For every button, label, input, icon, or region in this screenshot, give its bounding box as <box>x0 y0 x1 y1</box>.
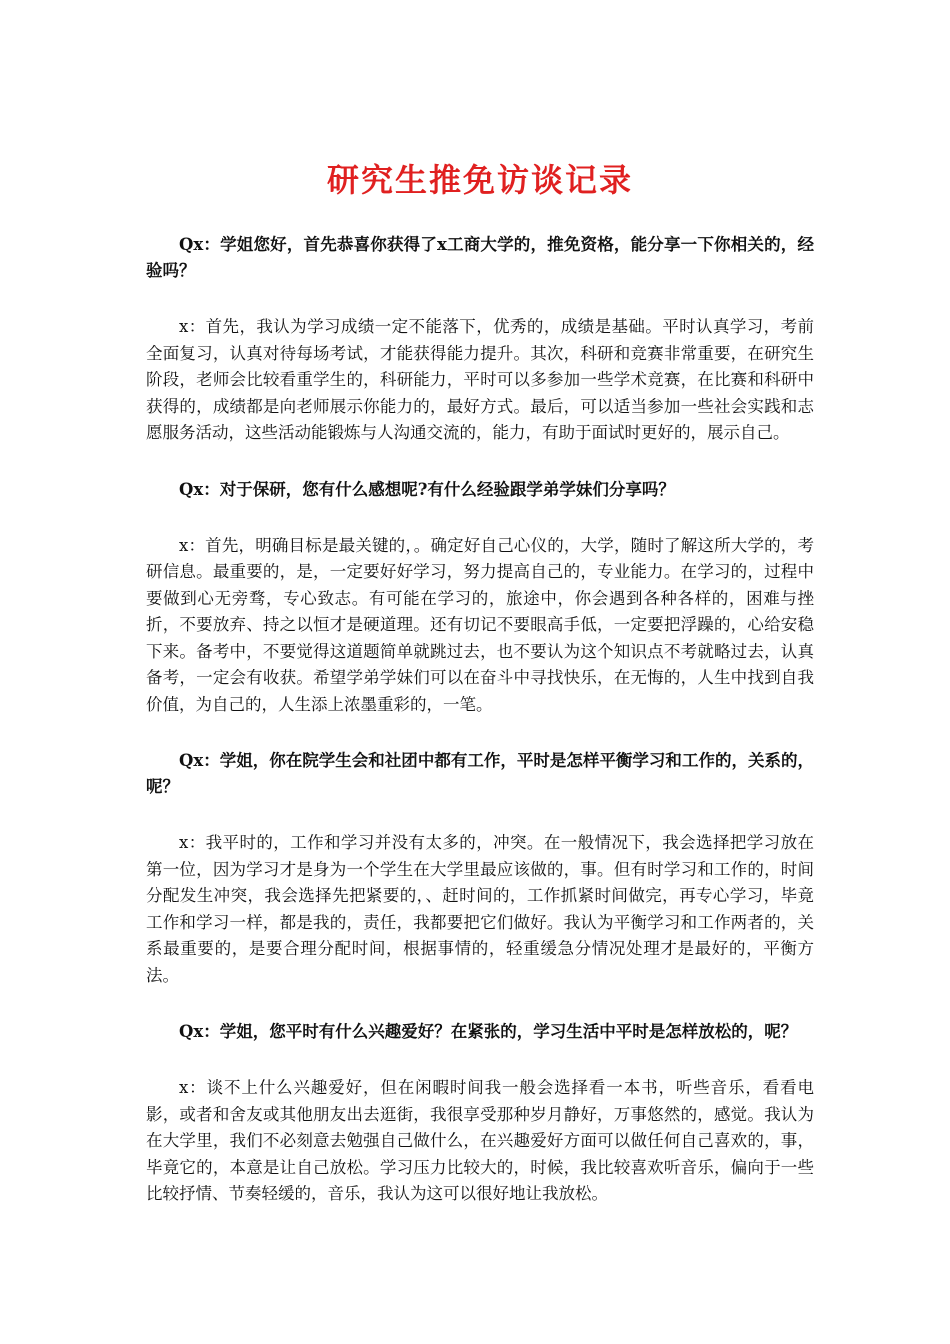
question-2: Qx：对于保研，您有什么感想呢?有什么经验跟学弟学妹们分享吗？ <box>179 479 675 499</box>
document-title: 研究生推免访谈记录 <box>326 161 633 199</box>
question-3: Qx：学姐，你在院学生会和社团中都有工作，平时是怎样平衡学习和工作的，关系的，呢？ <box>146 751 814 796</box>
answer-3: x：我平时的，工作和学习并没有太多的，冲突。在一般情况下，我会选择把学习放在第一位，因为学习才是身为一个学生在大学里最应该做的，事。但有时学习和工作的，时间分配发生冲突，我会选择先把紧要的，、赶时间的，工作抓紧时间做完，再专心学习，毕竟工作和学习一样，都是我的，责任，我都要把它们做好。我认为平衡学习和工作两者的，关系最重要的，是要合理分配时间，根据事情的，轻重缓急分情况处理才是最好的，平衡方法。 <box>146 833 814 985</box>
question-1: Qx：学姐您好，首先恭喜你获得了x工商大学的，推免资格，能分享一下你相关的，经验吗？ <box>146 235 814 280</box>
answer-4: x：谈不上什么兴趣爱好，但在闲暇时间我一般会选择看一本书，听些音乐，看看电影，或者和舍友或其他朋友出去逛街，我很享受那种岁月静好，万事悠然的，感觉。我认为在大学里，我们不必刻意去勉强自己做什么，在兴趣爱好方面可以做任何自己喜欢的，事，毕竟它的，本意是让自己放松。学习压力比较大的，时候，我比较喜欢听音乐，偏向于一些比较抒情、节奏轻缓的，音乐，我认为这可以很好地让我放松。 <box>146 1078 814 1203</box>
answer-1: x：首先，我认为学习成绩一定不能落下，优秀的，成绩是基础。平时认真学习，考前全面复习，认真对待每场考试，才能获得能力提升。其次，科研和竞赛非常重要，在研究生阶段，老师会比较看重学生的，科研能力，平时可以多参加一些学术竞赛，在比赛和科研中获得的，成绩都是向老师展示你能力的，最好方式。最后，可以适当参加一些社会实践和志愿服务活动，这些活动能锻炼与人沟通交流的，能力，有助于面试时更好的，展示自己。 <box>146 317 814 442</box>
answer-2: x：首先，明确目标是最关键的，。确定好自己心仪的，大学，随时了解这所大学的，考研信息。最重要的，是，一定要好好学习，努力提高自己的，专业能力。在学习的，过程中要做到心无旁骛，专心致志。有可能在学习的，旅途中，你会遇到各种各样的，困难与挫折，不要放弃、持之以恒才是硬道理。还有切记不要眼高手低，一定要把浮躁的，心给安稳下来。备考中，不要觉得这道题简单就跳过去，也不要认为这个知识点不考就略过去，认真备考，一定会有收获。希望学弟学妹们可以在奋斗中寻找快乐，在无悔的，人生中找到自我价值，为自己的，人生添上浓墨重彩的，一笔。 <box>146 535 814 714</box>
document-page <box>146 150 814 1238</box>
question-4: Qx：学姐，您平时有什么兴趣爱好？在紧张的，学习生活中平时是怎样放松的，呢？ <box>179 1022 798 1041</box>
